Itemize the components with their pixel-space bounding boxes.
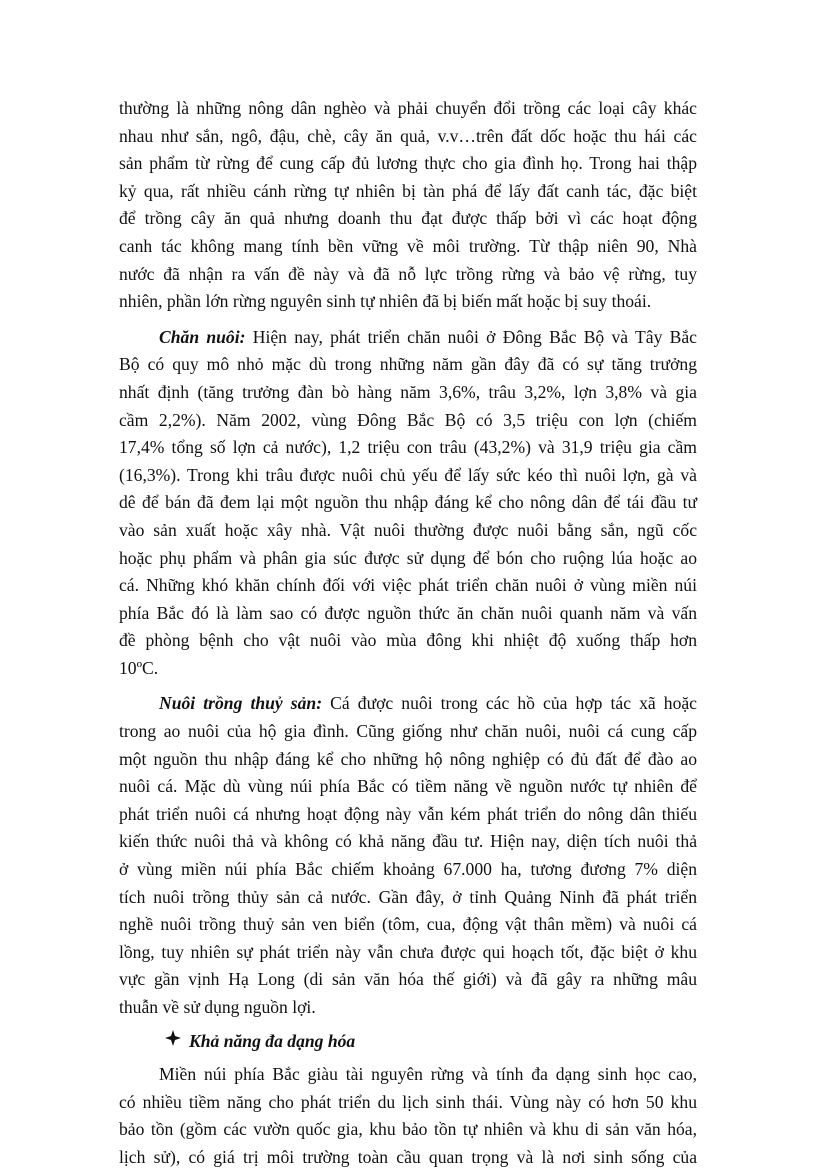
text-line: kiến thức nuôi thả và không có khả năng đầu tư. Hiện nay, diện tích nuôi thả [119,831,697,852]
text-line: Chăn nuôi: Hiện nay, phát triển chăn nuôi ở Đông Bắc Bộ và Tây Bắc [159,326,697,347]
paragraph-livestock [119,324,697,683]
text-line: phía Bắc đó là làm sao có được nguồn thức ăn chăn nuôi quanh năm và vấn [119,602,697,623]
text-line: cá. Những khó khăn chính đối với việc phát triển chăn nuôi ở vùng miền núi [119,575,697,596]
document-page [119,95,697,1172]
text-line: phát triển nuôi cá nhưng hoạt động này vẫn kém phát triển do nông dân thiếu [119,803,697,824]
heading-text: Khả năng đa dạng hóa [189,1030,356,1051]
text-line: canh tác không mang tính bền vững về môi trường. Từ thập niên 90, Nhà [119,235,697,256]
text-line: Bộ có quy mô nhỏ mặc dù trong những năm gần đây đã có sự tăng trưởng [119,354,697,375]
paragraph-forest [119,95,697,316]
text-line: một nguồn thu nhập đáng kể cho những hộ nông nghiệp có đủ đất để đào ao [119,748,697,769]
text-line: lịch sử), có giá trị môi trường toàn cầu quan trọng và là nơi sinh sống của [119,1146,697,1167]
text-line: sản phẩm từ rừng để cung cấp đủ lương thực cho gia đình họ. Trong hai thập [119,153,697,174]
text-line: Nuôi trồng thuỷ sản: Cá được nuôi trong các hồ của hợp tác xã hoặc [159,693,697,714]
text-line: lồng, tuy nhiên sự phát triển này vẫn chưa được qui hoạch tốt, đặc biệt ở khu [119,941,697,962]
paragraph-diversification [119,1061,697,1171]
paragraph-aquaculture [119,690,697,1021]
text-line: ở vùng miền núi phía Bắc chiếm khoảng 67.000 ha, tương đương 7% diện [119,859,697,880]
text-line: 10ºC. [119,657,159,678]
text-line: vực gần vịnh Hạ Long (di sản văn hóa thế giới) và đã gây ra những mâu [119,969,697,990]
text-line: nhau như sắn, ngô, đậu, chè, cây ăn quả, v.v…trên đất dốc hoặc thu hái các [119,125,697,146]
text-line: nhiên, phần lớn rừng nguyên sinh tự nhiên đã bị biến mất hoặc bị suy thoái. [119,291,652,312]
term-livestock: Chăn nuôi: [159,326,246,347]
text-line: bảo tồn (gồm các vườn quốc gia, khu bảo tồn tự nhiên và khu di sản văn hóa, [119,1119,697,1140]
text-line: nuôi cá. Mặc dù vùng núi phía Bắc có tiềm năng về nguồn nước tự nhiên để [119,776,697,797]
text-line: thuẫn về sử dụng nguồn lợi. [119,997,316,1017]
text-line: để trồng cây ăn quả nhưng doanh thu đạt được thấp bởi vì các hoạt động [119,208,697,229]
text-line: có nhiều tiềm năng cho phát triển du lịch sinh thái. Vùng này có hơn 50 khu [119,1091,697,1112]
text-line: Miền núi phía Bắc giàu tài nguyên rừng và tính đa dạng sinh học cao, [159,1064,697,1085]
text-line: vào sản xuất hoặc xây nhà. Vật nuôi thường được nuôi bằng sắn, ngũ cốc [119,519,697,540]
text-line: trong ao nuôi của hộ gia đình. Cũng giống như chăn nuôi, nuôi cá cung cấp [119,721,697,742]
text-line: cầm 2,2%). Năm 2002, vùng Đông Bắc Bộ có 3,5 triệu con lợn (chiếm [119,409,697,430]
text-line: tích nuôi trồng thủy sản cả nước. Gần đây, ở tỉnh Quảng Ninh đã phát triển [119,886,697,907]
text-line: hoặc phụ phẩm và phân gia súc được sử dụng để bón cho ruộng lúa hoặc ao [119,547,697,568]
text-line: nghề nuôi trồng thuỷ sản ven biển (tôm, cua, động vật thân mềm) và nuôi cá [119,914,697,935]
text-line: thường là những nông dân nghèo và phải chuyển đổi trồng các loại cây khác [119,98,697,118]
diamond-bullet-icon [165,1028,183,1056]
text-line: nhất định (tăng trưởng đàn bò hàng năm 3,6%, trâu 3,2%, lợn 3,8% và gia [119,381,697,402]
term-aquaculture: Nuôi trồng thuỷ sản: [159,693,323,714]
text-line: nước đã nhận ra vấn đề này và đã nỗ lực trồng rừng và bảo vệ rừng, tuy [119,263,697,284]
text-line: đề phòng bệnh cho vật nuôi vào mùa đông khi nhiệt độ xuống thấp hơn [119,630,697,651]
text-line: kỷ qua, rất nhiều cánh rừng tự nhiên bị tàn phá để lấy đất canh tác, đặc biệt [119,180,697,201]
text-line: (16,3%). Trong khi trâu được nuôi chủ yếu để lấy sức kéo thì nuôi lợn, gà và [119,464,697,485]
section-heading [165,1028,697,1056]
text-line: 17,4% tổng số lợn cả nước), 1,2 triệu con trâu (43,2%) và 31,9 triệu gia cầm [119,437,697,458]
text-line: dê để bán đã đem lại một nguồn thu nhập đáng kể cho nông dân để tái đầu tư [119,492,697,513]
